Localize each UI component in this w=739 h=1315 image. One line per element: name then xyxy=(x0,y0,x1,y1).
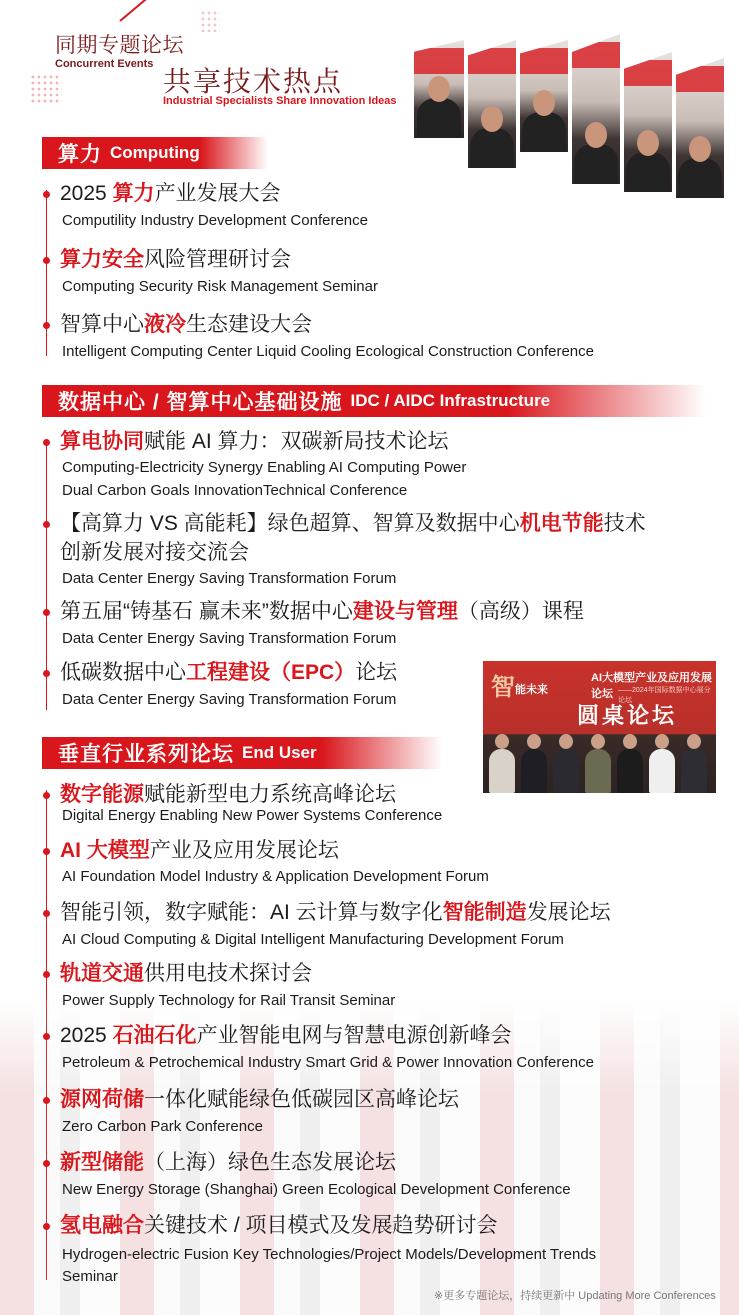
forum-title-suffix: 赋能新型电力系统高峰论坛 xyxy=(144,783,396,806)
section-title-en: End User xyxy=(242,743,317,762)
section-title: 数据中心 / 智算中心基础设施 xyxy=(58,391,343,414)
collage-banner xyxy=(414,48,464,74)
bullet-dot xyxy=(43,191,50,198)
photo-banner-subtitle: ——2024年国际数据中心展分论坛 xyxy=(618,687,711,704)
forum-title xyxy=(60,597,584,626)
bullet-dot xyxy=(43,1223,50,1230)
forum-title-en: AI Cloud Computing & Digital Intelligent Manufacturing Development Forum xyxy=(62,931,564,948)
photo-logo: 智 xyxy=(491,674,515,701)
section-header-idc xyxy=(42,385,706,417)
forum-title-en: AI Foundation Model Industry & Application Development Forum xyxy=(62,868,489,885)
forum-title-highlight: 算力安全 xyxy=(60,248,144,271)
forum-title-en: Petroleum & Petrochemical Industry Smart Grid & Power Innovation Conference xyxy=(62,1054,594,1071)
bullet-dot xyxy=(43,609,50,616)
photo-banner-title: AI大模型产业及应用发展论坛 xyxy=(591,672,712,700)
forum-title-en: Dual Carbon Goals InnovationTechnical Conference xyxy=(62,482,408,499)
forum-title-suffix: 产业及应用发展论坛 xyxy=(149,839,339,862)
header-title: 同期专题论坛 xyxy=(55,34,184,57)
forum-title-suffix: 一体化赋能绿色低碳园区高峰论坛 xyxy=(144,1088,459,1111)
forum-title-suffix: 生态建设大会 xyxy=(186,313,312,336)
collage-banner xyxy=(520,48,568,74)
forum-title-prefix: 2025 xyxy=(60,1024,113,1047)
forum-title-en: Data Center Energy Saving Transformation Forum xyxy=(62,570,397,587)
header-subtitle: 共享技术热点 xyxy=(163,66,344,97)
collage-photo-strip xyxy=(468,40,516,168)
forum-title xyxy=(60,959,312,988)
panelist-head xyxy=(623,734,637,749)
collage-photo-strip xyxy=(572,34,620,184)
collage-person-face xyxy=(481,106,503,132)
panelist xyxy=(585,749,611,793)
forum-title-highlight: 工程建设（EPC） xyxy=(186,661,356,684)
collage-person xyxy=(626,152,670,192)
bullet-dot xyxy=(43,439,50,446)
forum-title xyxy=(60,1085,459,1114)
panelist-head xyxy=(527,734,541,749)
collage-banner xyxy=(676,66,724,92)
forum-title-en: Data Center Energy Saving Transformation Forum xyxy=(62,691,397,708)
bullet-dot xyxy=(43,1033,50,1040)
footnote: ※更多专题论坛，持续更新中 Updating More Conferences xyxy=(434,1290,716,1302)
panelist xyxy=(489,749,515,793)
forum-title-en: Intelligent Computing Center Liquid Cooling Ecological Construction Conference xyxy=(62,343,594,360)
forum-title-highlight: 机电节能 xyxy=(519,512,604,535)
panelist xyxy=(617,749,643,793)
forum-title-suffix: 赋能 AI 算力：双碳新局技术论坛 xyxy=(144,430,449,453)
bullet-dot xyxy=(43,1160,50,1167)
bullet-dot xyxy=(43,910,50,917)
collage-photo-strip xyxy=(676,58,724,198)
forum-title-en: New Energy Storage (Shanghai) Green Ecological Development Conference xyxy=(62,1181,571,1198)
collage-person-face xyxy=(428,76,450,102)
header-subtitle-en: Industrial Specialists Share Innovation Ideas xyxy=(163,95,397,107)
collage-person-face xyxy=(533,90,555,116)
forum-title-prefix: 2025 xyxy=(60,182,113,205)
bullet-dot xyxy=(43,670,50,677)
forum-title-suffix: （上海）绿色生态发展论坛 xyxy=(144,1151,396,1174)
forum-title-suffix: 关键技术 / 项目模式及发展趋势研讨会 xyxy=(144,1214,498,1237)
collage-person-face xyxy=(585,122,607,148)
section-title-en: Computing xyxy=(110,143,200,162)
decorative-dots xyxy=(30,74,62,104)
forum-title xyxy=(60,1021,512,1050)
forum-title-prefix: 【高算力 VS 高能耗】绿色超算、智算及数据中心 xyxy=(60,512,520,535)
forum-title-suffix: （高级）课程 xyxy=(457,600,584,623)
photo-banner-main: 圆桌论坛 xyxy=(577,703,678,728)
panelist-head xyxy=(591,734,605,749)
panelist xyxy=(649,749,675,793)
forum-title-prefix: 第五届“铸基石 赢未来”数据中心 xyxy=(60,600,353,623)
collage-person xyxy=(417,98,461,138)
forum-title-highlight: 氢电融合 xyxy=(60,1214,144,1237)
forum-title-suffix: 论坛 xyxy=(355,661,398,684)
forum-title xyxy=(60,310,312,339)
section-title: 垂直行业系列论坛 xyxy=(58,743,234,766)
forum-title-suffix: 产业发展大会 xyxy=(154,182,281,205)
roundtable-photo xyxy=(483,661,716,793)
forum-title-en: Power Supply Technology for Rail Transit Seminar xyxy=(62,992,396,1009)
photo-logo-text: 能未来 xyxy=(515,684,548,696)
forum-title xyxy=(60,1148,396,1177)
panelist xyxy=(553,749,579,793)
header-title-en: Concurrent Events xyxy=(55,58,154,70)
panelist-head xyxy=(687,734,701,749)
forum-title-highlight: 液冷 xyxy=(144,313,186,336)
forum-title-suffix: 技术 xyxy=(603,512,646,535)
forum-title-highlight: 智能制造 xyxy=(442,901,527,924)
forum-title-highlight: 算电协同 xyxy=(60,430,144,453)
bullet-dot xyxy=(43,257,50,264)
forum-title-en: Computility Industry Development Conference xyxy=(62,212,368,229)
forum-title-prefix: 低碳数据中心 xyxy=(60,661,186,684)
forum-title xyxy=(60,245,291,274)
forum-title xyxy=(60,898,611,927)
decorative-dots xyxy=(200,10,220,32)
forum-title-highlight: 新型储能 xyxy=(60,1151,144,1174)
section-title-en: IDC / AIDC Infrastructure xyxy=(350,391,551,410)
forum-title xyxy=(60,509,646,538)
panelist-head xyxy=(559,734,573,749)
collage-banner xyxy=(572,42,620,68)
collage-banner xyxy=(468,48,516,74)
forum-title-prefix: 智算中心 xyxy=(60,313,144,336)
collage-person xyxy=(574,144,618,184)
collage-person-face xyxy=(637,130,659,156)
timeline-rail xyxy=(46,190,47,356)
forum-title xyxy=(60,427,449,456)
bullet-dot xyxy=(43,1097,50,1104)
forum-title-en: Seminar xyxy=(62,1268,118,1285)
decorative-slash xyxy=(119,0,206,22)
forum-title-en: Hydrogen-electric Fusion Key Technologies/Project Models/Development Trends xyxy=(62,1246,597,1263)
forum-title-suffix: 供用电技术探讨会 xyxy=(144,962,312,985)
forum-title xyxy=(60,836,339,865)
forum-title-suffix: 风险管理研讨会 xyxy=(144,248,291,271)
bullet-dot xyxy=(43,848,50,855)
panelist-head xyxy=(495,734,509,749)
collage-photo-strip xyxy=(624,52,672,192)
forum-title-highlight: 轨道交通 xyxy=(60,962,144,985)
panelist xyxy=(681,749,707,793)
section-title: 算力 xyxy=(58,143,102,166)
forum-title xyxy=(60,179,281,208)
collage-photo-strip xyxy=(520,40,568,152)
collage-person xyxy=(522,112,566,152)
forum-title-en: Digital Energy Enabling New Power Systems Conference xyxy=(62,807,443,824)
forum-title-line2: 创新发展对接交流会 xyxy=(60,541,249,564)
bullet-dot xyxy=(43,521,50,528)
forum-title xyxy=(60,658,397,687)
section-header-end-user xyxy=(42,737,442,769)
forum-title-suffix: 产业智能电网与智慧电源创新峰会 xyxy=(196,1024,512,1047)
forum-title-en: Computing Security Risk Management Seminar xyxy=(62,278,378,295)
collage-photo-strip xyxy=(414,40,464,138)
forum-title-prefix: 智能引领，数字赋能：AI 云计算与数字化 xyxy=(60,901,443,924)
bullet-dot xyxy=(43,792,50,799)
section-header-computing xyxy=(42,137,268,169)
panelist-head xyxy=(655,734,669,749)
collage-person-face xyxy=(689,136,711,162)
forum-title-highlight: 源网荷储 xyxy=(60,1088,144,1111)
forum-title-en: Data Center Energy Saving Transformation Forum xyxy=(62,630,397,647)
forum-title xyxy=(60,1211,498,1240)
forum-title-highlight: 石油石化 xyxy=(112,1024,197,1047)
panelist xyxy=(521,749,547,793)
forum-title-suffix: 发展论坛 xyxy=(526,901,611,924)
forum-title-en: Computing-Electricity Synergy Enabling AI Computing Power xyxy=(62,459,467,476)
collage-person xyxy=(678,158,722,198)
forum-title-highlight: 数字能源 xyxy=(60,783,144,806)
forum-title-highlight: 建设与管理 xyxy=(352,600,458,623)
bullet-dot xyxy=(43,971,50,978)
collage-person xyxy=(470,128,514,168)
forum-title-highlight: 算力 xyxy=(112,182,155,205)
collage-banner xyxy=(624,60,672,86)
forum-title-en: Zero Carbon Park Conference xyxy=(62,1118,263,1135)
forum-title-highlight: AI 大模型 xyxy=(60,839,150,862)
bullet-dot xyxy=(43,322,50,329)
